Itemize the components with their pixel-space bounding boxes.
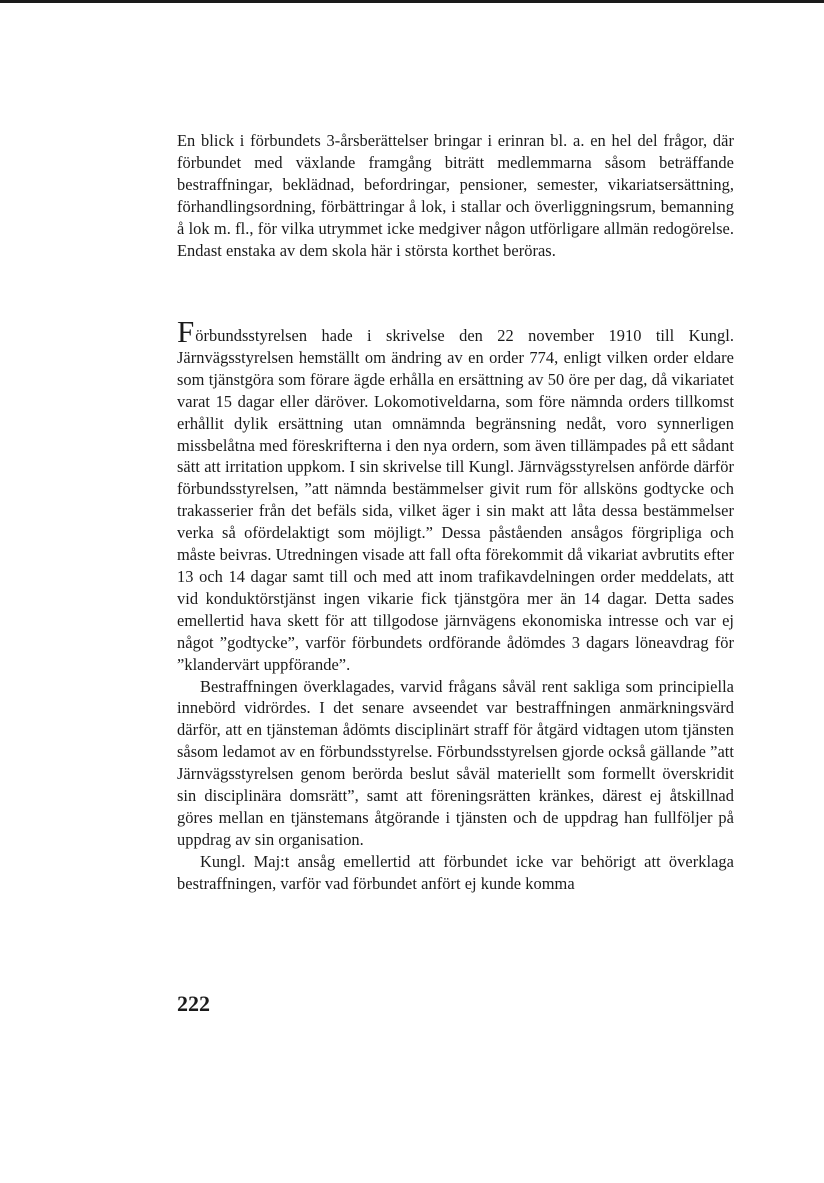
drop-cap-initial: F: [177, 314, 195, 349]
section-paragraph-3: Kungl. Maj:t ansåg emellertid att förbundet icke var behörigt att överklaga bestraffningen, varför vad förbundet anfört ej kunde komma: [177, 851, 734, 893]
section-paragraph-1: [177, 314, 734, 676]
page-number: 222: [177, 991, 210, 1016]
main-section: [177, 314, 734, 895]
intro-section: [177, 130, 734, 261]
top-border-rule: [0, 0, 824, 3]
intro-paragraph: En blick i förbundets 3-årsberättelser bringar i erinran bl. a. en hel del frågor, där förbundet med växlande framgång biträtt medlemmarna såsom beträffande bestraffningar, beklädnad, befordringar, pensioner, semester, vikariatsersättning, förhandlingsordning, förbättringar å lok, i stallar och överliggningsrum, bemanning å lok m. fl., för vilka utrymmet icke medgiver någon utförligare allmän redogörelse. Endast enstaka av dem skola här i största korthet beröras.: [177, 131, 734, 260]
section-paragraph-1-text: örbundsstyrelsen hade i skrivelse den 22 november 1910 till Kungl. Järnvägsstyrelsen hemställt om ändring av en order 774, enligt vilken order eldare som tjänstgöra som förare ägde erhålla en ersättning av 50 öre per dag, då vikariatet varat 15 dagar eller däröver. Lokomotiveldarna, som före nämnda orders tillkomst erhållit dylik ersättning utan omnämnda begränsning nedåt, voro synnerligen missbelåtna med föreskrifterna i den nya ordern, som även tillämpades på ett sådant sätt att irritation uppkom. I sin skrivelse till Kungl. Järnvägsstyrelsen anförde därför förbundsstyrelsen, ”att nämnda bestämmelser givit rum för allsköns godtycke och trakasserier från det befäls sida, vilket äger i sin makt att låta dessa bestämmelser verka så ofördelaktigt som möjligt.” Dessa påståenden ansågos förgripliga och måste beivras. Utredningen visade att fall ofta förekommit då vikariat avbrutits efter 13 och 14 dagar samt till och med att inom trafikavdelningen order meddelats, att vid konduktörstjänst ingen vikarie fick tjänstgöra mer än 14 dagar. Detta sades emellertid hava skett för att tillgodose järnvägens ekonomiska intresse och var ej något ”godtycke”, varför förbundets ordförande ådömdes 3 dagars löneavdrag för ”klandervärt uppförande”.: [177, 326, 734, 674]
section-paragraph-2: Bestraffningen överklagades, varvid frågans såväl rent sakliga som principiella innebörd vidrördes. I det senare avseendet var bestraffningen anmärkningsvärd därför, att en tjänsteman ådömts disciplinärt straff för åtgärd vidtagen utom tjänsten såsom ledamot av en förbundsstyrelse. Förbundsstyrelsen gjorde också gällande ”att Järnvägsstyrelsen genom berörda beslut såväl materiellt som formellt överskridit sin disciplinära domsrätt”, samt att föreningsrätten kränkes, därest ej åtskillnad göres mellan en tjänstemans åtgörande i tjänsten och de uppdrag han fullföljer på uppdrag av sin organisation.: [177, 676, 734, 849]
